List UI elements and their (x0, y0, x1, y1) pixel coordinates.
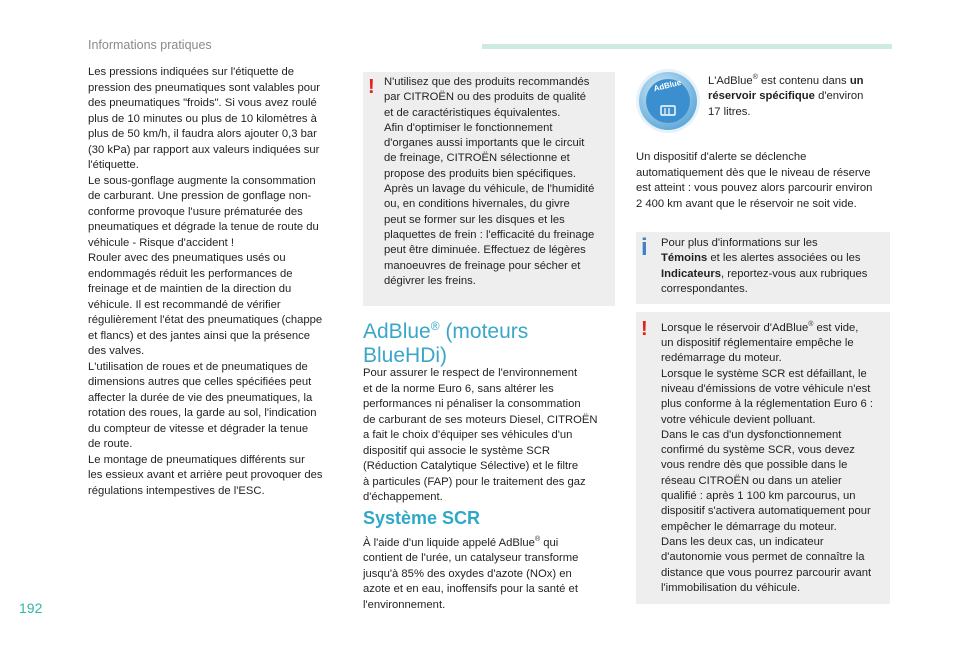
adblue-warning-text: Lorsque le réservoir d'AdBlue® est vide, un dispositif réglementaire empêche le redémarrage du moteur. Lorsque le système SCR est défaillant, le niveau d'émissions de votre véhicule n'est plus conforme à la réglementation Euro 6 : votre véhicule devient polluant. Dans le cas d'un dysfonctionnement confirmé du système SCR, vous devez vous rendre dès que possible dans le réseau CITROËN ou dans un atelier qualifié : après 1 100 km parcourus, un dispositif s'activera automatiquement pour empêcher le démarrage du moteur. Dans les deux cas, un indicateur d'autonomie vous permet de connaître la distance que vous pourrez parcourir avant l'immobilisation du véhicule. (661, 321, 873, 594)
scr-section-title: Système SCR (363, 508, 481, 528)
adblue-section-title: AdBlue® (moteurs BlueHDi) (363, 319, 529, 367)
reserve-alert-text: Un dispositif d'alerte se déclenche automatiquement dès que le niveau de réserve est atteint : vous pouvez alors parcourir environ 2 400 km avant que le réservoir ne soit vide. (636, 151, 873, 210)
adblue-intro-text: Pour assurer le respect de l'environnement et de la norme Euro 6, sans altérer les performances ni pénaliser la consommation de carburant de ses moteurs Diesel, CITROËN a fait le choix d'équiper ses véhicules d'un dispositif qui associe le système SCR (Réduction Catalytique Sélective) et le filtre à particules (FAP) pour le traitement des gaz d'échappement. (363, 367, 598, 503)
brake-products-warning-box (363, 72, 615, 306)
warning-icon: ! (368, 76, 375, 98)
tire-pressure-text: Les pressions indiquées sur l'étiquette de pression des pneumatiques sont valables pour des pneumatiques "froids". Si vous avez roulé plus de 10 minutes ou plus de 10 kilomètres à plus de 50 km/h, il faudra alors ajouter 0,3 bar (30 kPa) par rapport aux valeurs indiquées sur l'étiquette. Le sous-gonflage augmente la consommation de carburant. Une pression de gonflage non- conforme provoque l'usure prématurée des pneumatiques et dégrade la tenue de route du véhicule - Risque d'accident ! Rouler avec des pneumatiques usés ou endommagés réduit les performances de freinage et de maintien de la direction du véhicule. Il est recommandé de vérifier régulièrement l'état des pneumatiques (chappe et flancs) et des jantes ainsi que la présence des valves. L'utilisation de roues et de pneumatiques de dimensions autres que celles spécifiées peut affecter la durée de vie des pneumatiques, la rotation des roues, la garde au sol, l'indication du compteur de vitesse et dégrader la tenue de route. Le montage de pneumatiques différents sur les essieux avant et arrière peut provoquer des régulations intempestives de l'ESC. (88, 66, 323, 497)
info-note-box (636, 232, 890, 304)
info-icon: i (641, 234, 648, 261)
scr-text: À l'aide d'un liquide appelé AdBlue® qui contient de l'urée, un catalyseur transforme jusqu'à 85% des oxydes d'azote (NOx) en azote et en eau, inoffensifs pour la santé et l'environnement. (363, 536, 579, 611)
warning-icon: ! (641, 318, 648, 340)
section-header: Informations pratiques (88, 38, 212, 52)
info-note-text: Pour plus d'informations sur les Témoins et les alertes associées ou les Indicateurs, reportez-vous aux rubriques correspondantes. (661, 237, 868, 295)
adblue-tank-icon (635, 68, 701, 134)
adblue-tank-capacity-text: L'AdBlue® est contenu dans un réservoir spécifique d'environ 17 litres. (708, 74, 864, 118)
adblue-empty-warning-box (636, 312, 890, 604)
page-number: 192 (19, 600, 43, 616)
adblue-icon-label: AdBlue (652, 77, 683, 94)
brake-warning-text: N'utilisez que des produits recommandés par CITROËN ou des produits de qualité et de caractéristiques équivalentes. Afin d'optimiser le fonctionnement d'organes aussi importants que le circuit de freinage, CITROËN sélectionne et propose des produits bien spécifiques. Après un lavage du véhicule, de l'humidité ou, en conditions hivernales, du givre peut se former sur les disques et les plaquettes de frein : l'efficacité du freinage peut être diminuée. Effectuez de légères manoeuvres de freinage pour sécher et dégivrer les freins. (384, 76, 595, 287)
header-accent-bar (482, 44, 892, 49)
